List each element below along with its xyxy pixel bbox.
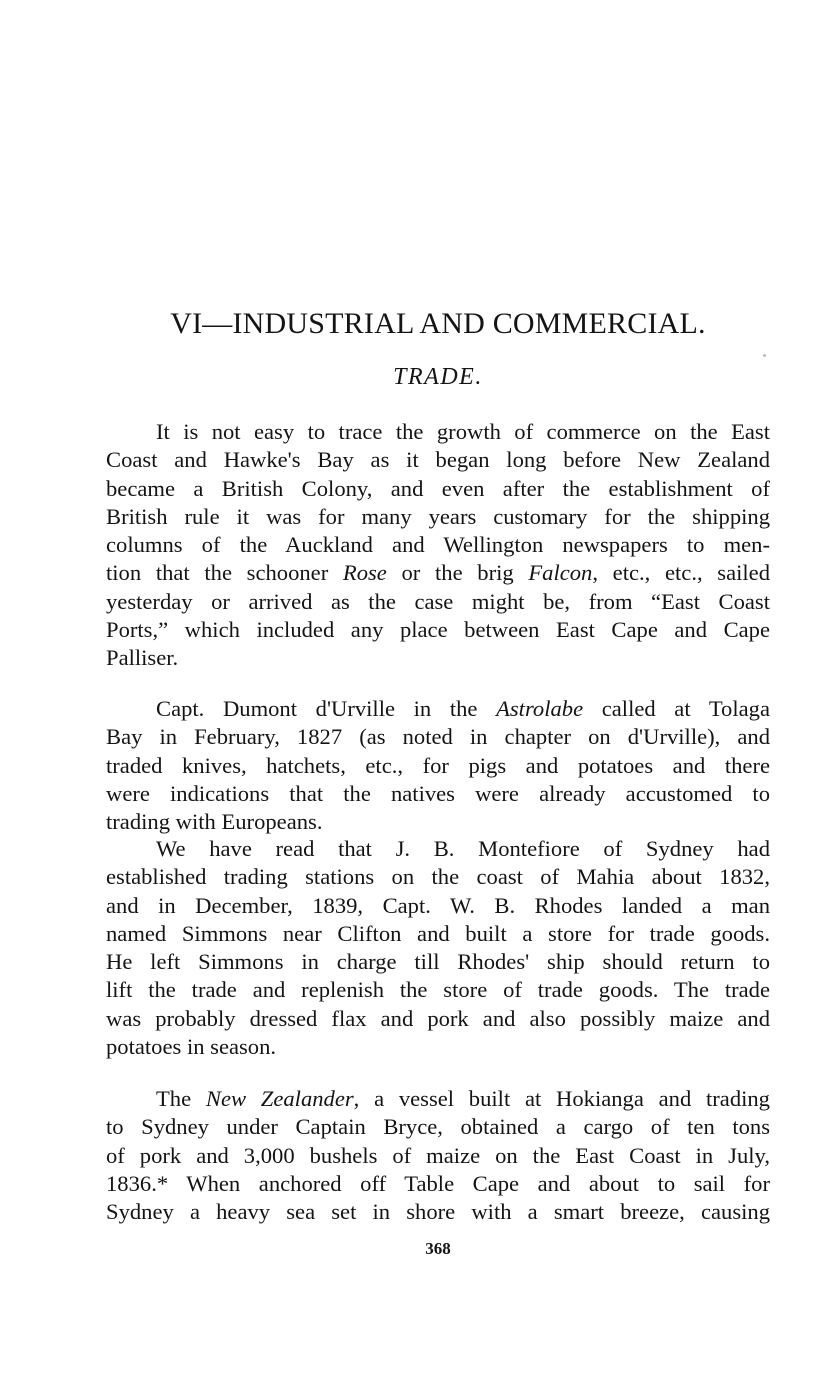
- paragraph-line: were indications that the natives were already accustomed to: [106, 780, 770, 806]
- paragraph-line: The New Zealander, a vessel built at Hokianga and trading: [156, 1086, 770, 1111]
- italic-ship-name: Falcon: [528, 560, 593, 586]
- paragraph-2: [106, 695, 770, 836]
- paragraph-line: lift the trade and replenish the store of trade goods. The trade: [106, 977, 770, 1003]
- paragraph-line: yesterday or arrived as the case might be, from “East Coast: [106, 588, 770, 614]
- paragraph-3: [106, 835, 770, 1061]
- paragraph-line: potatoes in season.: [106, 1034, 277, 1060]
- paragraph-line: became a British Colony, and even after the establishment of: [106, 475, 770, 501]
- paragraph-line: was probably dressed flax and pork and also possibly maize and: [106, 1005, 770, 1031]
- paragraph-line: It is not easy to trace the growth of commerce on the East: [156, 419, 770, 444]
- paragraph-line: established trading stations on the coast of Mahia about 1832,: [106, 864, 770, 890]
- paragraph-line: and in December, 1839, Capt. W. B. Rhodes landed a man: [106, 892, 770, 918]
- italic-ship-name: New Zealander: [205, 1086, 354, 1111]
- page-number: 368: [425, 1239, 451, 1258]
- paragraph-line: Capt. Dumont d'Urville in the Astrolabe called at Tolaga: [156, 696, 770, 721]
- paragraph-line: Palliser.: [106, 645, 179, 671]
- paragraph-line: Sydney a heavy sea set in shore with a smart breeze, causing: [106, 1199, 770, 1225]
- paragraph-line: Bay in February, 1827 (as noted in chapter on d'Urville), and: [106, 724, 770, 750]
- paragraph-line: British rule it was for many years customary for the shipping: [106, 503, 770, 529]
- paragraph-line: named Simmons near Clifton and built a store for trade goods.: [106, 920, 770, 946]
- paragraph-line: 1836.* When anchored off Table Cape and about to sail for: [106, 1170, 770, 1196]
- paragraph-line: traded knives, hatchets, etc., for pigs and potatoes and there: [106, 752, 770, 778]
- paragraph-line: to Sydney under Captain Bryce, obtained a cargo of ten tons: [106, 1114, 770, 1140]
- paragraph-line: trading with Europeans.: [106, 809, 323, 835]
- paragraph-line: of pork and 3,000 bushels of maize on the East Coast in July,: [106, 1142, 770, 1168]
- paragraph-line: Ports,” which included any place between East Cape and Cape: [106, 617, 770, 643]
- section-title: TRADE.: [393, 364, 483, 390]
- paragraph-1: [106, 418, 770, 673]
- paragraph-line: Coast and Hawke's Bay as it began long before New Zealand: [106, 447, 770, 473]
- italic-ship-name: Rose: [342, 560, 387, 586]
- paragraph-line: columns of the Auckland and Wellington newspapers to men-: [106, 532, 770, 558]
- paragraph-4: [106, 1085, 770, 1226]
- paragraph-line: tion that the schooner Rose or the brig Falcon, etc., etc., sailed: [106, 560, 770, 586]
- italic-ship-name: Astrolabe: [496, 696, 584, 721]
- chapter-title: VI—INDUSTRIAL AND COMMERCIAL.: [170, 307, 706, 340]
- paragraph-line: He left Simmons in charge till Rhodes' ship should return to: [106, 949, 770, 975]
- page-speck: [763, 354, 766, 357]
- paragraph-line: We have read that J. B. Montefiore of Sydney had: [156, 836, 770, 861]
